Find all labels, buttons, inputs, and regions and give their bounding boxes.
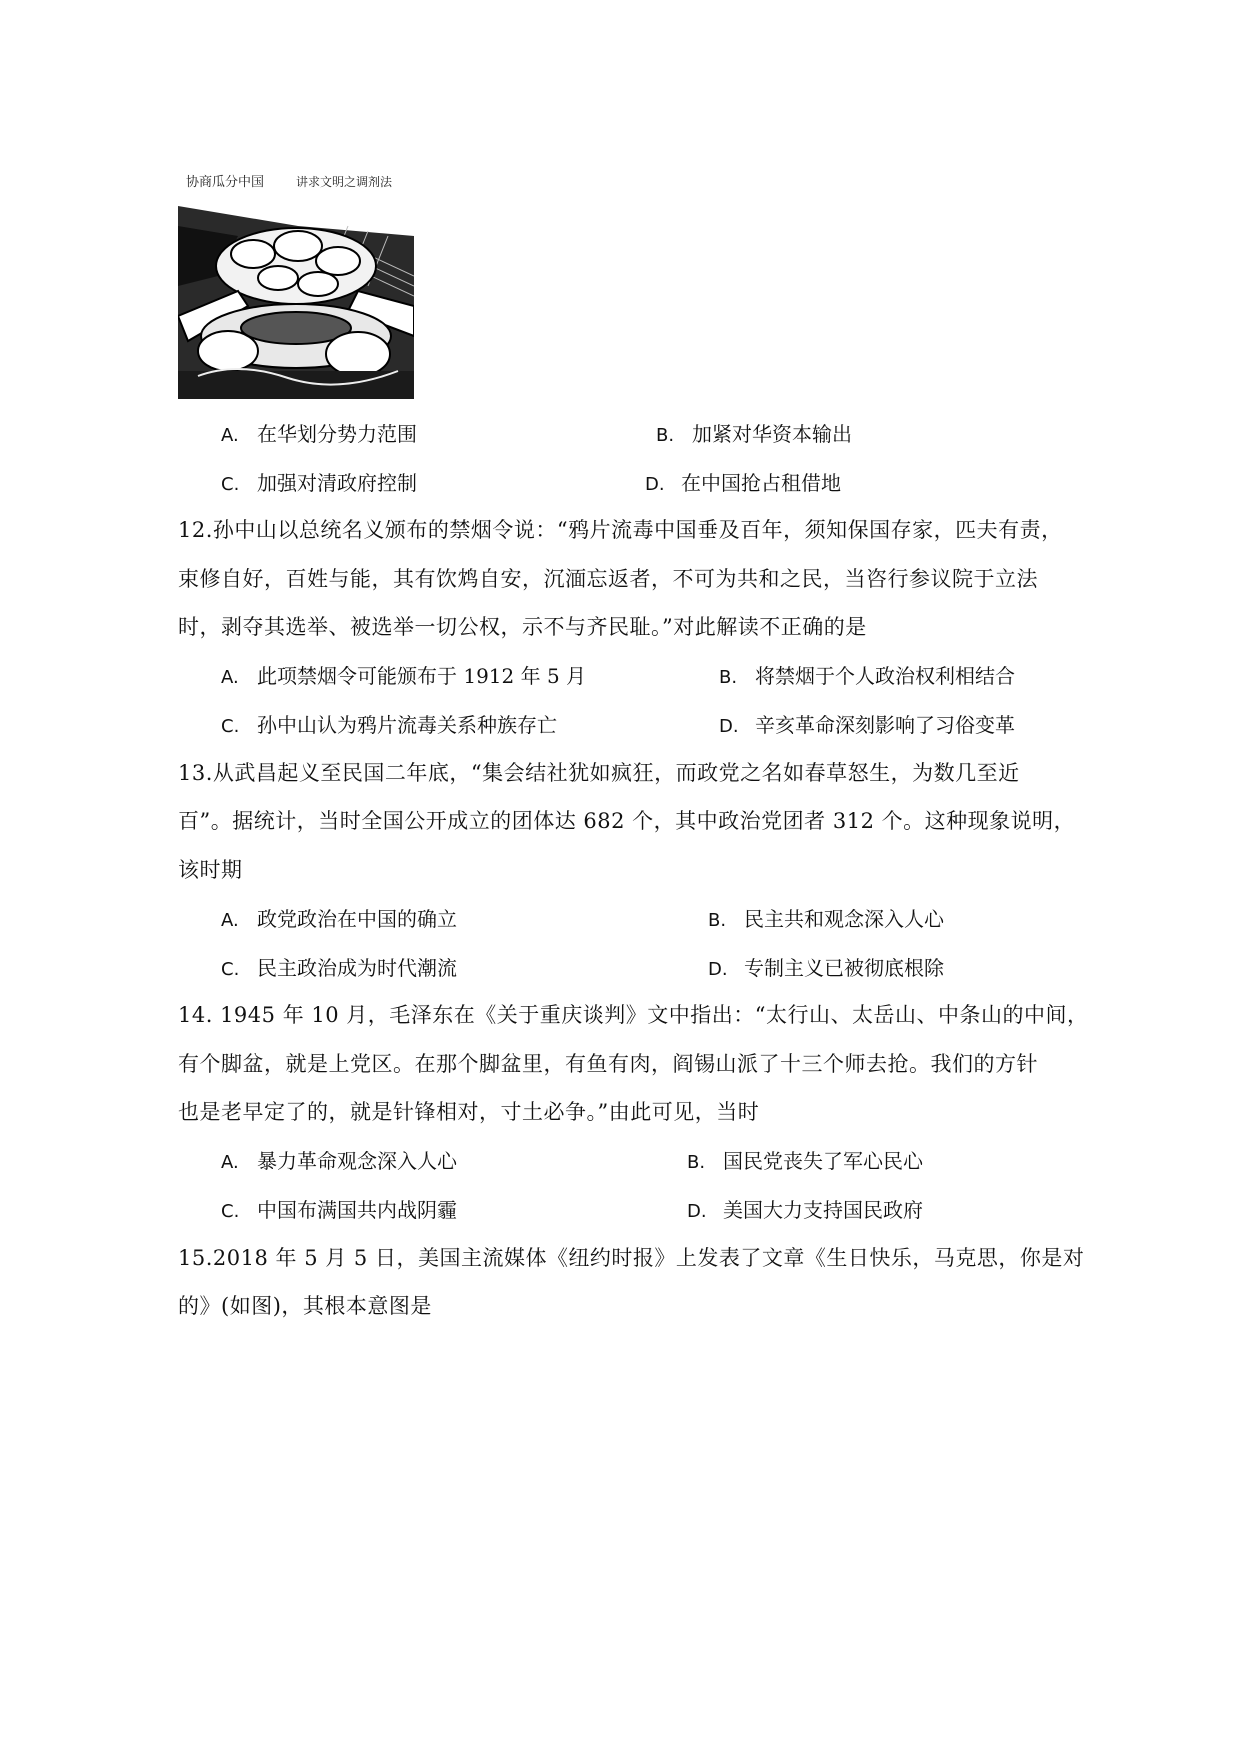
q13-stem-line-1: 13.从武昌起义至民国二年底，“集会结社犹如疯狂，而政党之名如春草怒生，为数几至近 [178, 761, 1020, 785]
q13-option-d-text: 专制主义已被彻底根除 [744, 956, 944, 980]
q14-option-c-text: 中国布满国共内战阴霾 [257, 1198, 457, 1222]
q15-stem-line-1: 15.2018 年 5 月 5 日，美国主流媒体《纽约时报》上发表了文章《生日快乐，马克思，你是对 [178, 1246, 1085, 1270]
q13-option-a[interactable] [221, 904, 457, 936]
q14-stem-line-1: 14. 1945 年 10 月，毛泽东在《关于重庆谈判》文中指出：“太行山、太岳山、中条山的中间， [178, 1003, 1089, 1027]
q14-option-b-text: 国民党丧失了军心民心 [723, 1149, 923, 1173]
q12-option-b-label: B. [719, 667, 738, 688]
q13-stem-line-3: 该时期 [178, 858, 243, 882]
q11-option-b-label: B. [656, 425, 675, 446]
q14-option-b-label: B. [687, 1152, 706, 1173]
q12-option-a-label: A. [221, 667, 239, 688]
q13-option-d[interactable] [708, 953, 944, 985]
q12-option-a[interactable] [221, 661, 586, 693]
q11-option-a-text: 在华划分势力范围 [257, 422, 417, 446]
q11-option-b-text: 加紧对华资本输出 [692, 422, 852, 446]
q13-option-b-label: B. [708, 910, 727, 931]
q12-option-c[interactable] [221, 710, 557, 742]
q14-option-d-text: 美国大力支持国民政府 [723, 1198, 923, 1222]
q12-option-b[interactable] [719, 661, 1015, 693]
q12-stem-line-2: 束修自好，百姓与能，其有饮鸩自安，沉湎忘返者，不可为共和之民，当咨行参议院于立法 [178, 567, 1038, 591]
q13-option-c-label: C. [221, 959, 240, 980]
q14-option-a[interactable] [221, 1146, 457, 1178]
q13-option-d-label: D. [708, 959, 728, 980]
q12-stem-line-3: 时，剥夺其选举、被选举一切公权，示不与齐民耻。”对此解读不正确的是 [178, 615, 867, 639]
cartoon-caption-right: 讲求文明之调剂法 [296, 175, 393, 189]
q11-option-d-text: 在中国抢占租借地 [681, 471, 841, 495]
q12-option-a-text: 此项禁烟令可能颁布于 1912 年 5 月 [257, 664, 587, 688]
q12-option-b-text: 将禁烟于个人政治权利相结合 [755, 664, 1015, 688]
q14-option-d[interactable] [687, 1195, 923, 1227]
q14-option-c-label: C. [221, 1201, 240, 1222]
q13-option-a-label: A. [221, 910, 239, 931]
q14-option-a-text: 暴力革命观念深入人心 [257, 1149, 457, 1173]
q14-option-d-label: D. [687, 1201, 707, 1222]
q11-option-c-label: C. [221, 474, 240, 495]
q12-option-d-text: 辛亥革命深刻影响了习俗变革 [755, 713, 1015, 737]
q11-option-a-label: A. [221, 425, 239, 446]
q13-option-b[interactable] [708, 904, 944, 936]
q12-option-c-text: 孙中山认为鸦片流毒关系种族存亡 [257, 713, 557, 737]
q14-option-a-label: A. [221, 1152, 239, 1173]
q11-option-c-text: 加强对清政府控制 [257, 471, 417, 495]
q14-option-b[interactable] [687, 1146, 923, 1178]
q11-option-d-label: D. [645, 474, 665, 495]
q14-stem-line-3: 也是老早定了的，就是针锋相对，寸土必争。”由此可见，当时 [178, 1100, 760, 1124]
q11-option-d[interactable] [645, 468, 841, 500]
q14-option-c[interactable] [221, 1195, 457, 1227]
q12-option-d[interactable] [719, 710, 1015, 742]
q12-stem-line-1: 12.孙中山以总统名义颁布的禁烟令说：“鸦片流毒中国垂及百年，须知保国存家，匹夫有责， [178, 518, 1063, 542]
q15-stem-line-2: 的》(如图)，其根本意图是 [178, 1294, 432, 1318]
q13-option-a-text: 政党政治在中国的确立 [257, 907, 457, 931]
cartoon-illustration [178, 166, 414, 399]
q13-option-c-text: 民主政治成为时代潮流 [257, 956, 457, 980]
q12-option-c-label: C. [221, 716, 240, 737]
q11-option-c[interactable] [221, 468, 417, 500]
cartoon-figure [178, 166, 414, 399]
q11-option-a[interactable] [221, 419, 417, 451]
cartoon-caption-left: 协商瓜分中国 [186, 175, 265, 190]
q11-option-b[interactable] [656, 419, 852, 451]
q13-option-b-text: 民主共和观念深入人心 [744, 907, 944, 931]
q12-option-d-label: D. [719, 716, 739, 737]
q13-stem-line-2: 百”。据统计，当时全国公开成立的团体达 682 个，其中政治党团者 312 个。这种现象说明， [178, 809, 1076, 833]
q13-option-c[interactable] [221, 953, 457, 985]
q14-stem-line-2: 有个脚盆，就是上党区。在那个脚盆里，有鱼有肉，阎锡山派了十三个师去抢。我们的方针 [178, 1052, 1038, 1076]
